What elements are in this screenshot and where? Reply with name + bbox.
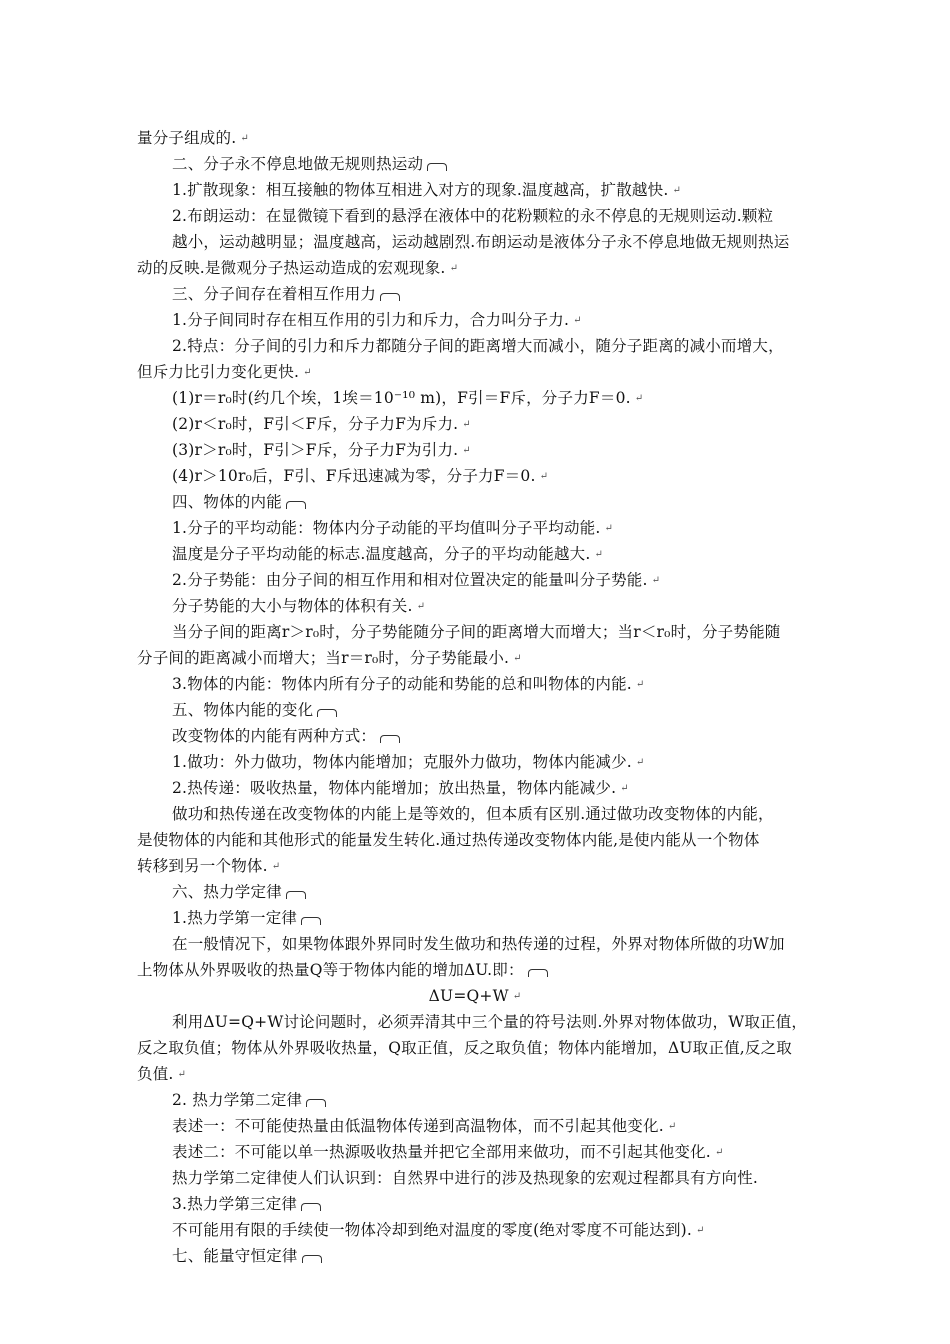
line-break-mark: ↵	[604, 523, 614, 534]
line-break-mark: ↵	[449, 263, 459, 274]
text-line: 做功和热传递在改变物体的内能上是等效的，但本质有区别.通过做功改变物体的内能，	[172, 805, 774, 823]
line-break-mark: ↵	[651, 575, 661, 586]
text-line: 动的反映.是微观分子热运动造成的宏观现象. ↵	[137, 259, 459, 277]
paragraph-mark	[380, 735, 400, 743]
paragraph-mark	[317, 709, 337, 717]
line-break-mark: ↵	[462, 419, 471, 430]
line-break-mark: ↵	[620, 783, 629, 794]
text-line: 2.特点：分子间的引力和斥力都随分子间的距离增大而减小，随分子距离的减小而增大，	[172, 337, 784, 355]
text-line: 温度是分子平均动能的标志.温度越高，分子的平均动能越大. ↵	[172, 545, 604, 563]
text-line: 是使物体的内能和其他形式的能量发生转化.通过热传递改变物体内能,是使内能从一个物体	[137, 831, 760, 849]
text-line: 2.分子势能：由分子间的相互作用和相对位置决定的能量叫分子势能. ↵	[172, 571, 661, 589]
text-line: 表述一：不可能使热量由低温物体传递到高温物体，而不引起其他变化. ↵	[172, 1117, 677, 1135]
formula-line: (1)r＝r₀时(约几个埃，1埃＝10⁻¹⁰ m)，F引＝F斥，分子力F＝0. ↵	[172, 389, 644, 407]
text-line: 表述二：不可能以单一热源吸收热量并把它全部用来做功，而不引起其他变化. ↵	[172, 1143, 724, 1161]
line-break-mark: ↵	[416, 601, 426, 612]
paragraph-mark	[380, 293, 400, 301]
paragraph-mark	[427, 163, 447, 171]
line-break-mark: ↵	[667, 1121, 677, 1132]
formula-line: (4)r＞10r₀后，F引、F斥迅速减为零，分子力F＝0. ↵	[172, 467, 549, 485]
text-line: 改变物体的内能有两种方式：	[172, 726, 400, 746]
text-line: 在一般情况下，如果物体跟外界同时发生做功和热传递的过程，外界对物体所做的功W加	[172, 935, 785, 953]
paragraph-mark	[286, 891, 306, 899]
line-break-mark: ↵	[177, 1069, 187, 1080]
text-line: 上物体从外界吸收的热量Q等于物体内能的增加ΔU.即：	[137, 960, 548, 980]
subsection-heading: 2. 热力学第二定律	[172, 1090, 326, 1110]
paragraph-mark	[528, 969, 548, 977]
paragraph-mark	[301, 917, 321, 925]
text-line: 但斥力比引力变化更快. ↵	[137, 363, 312, 381]
section-heading: 七、能量守恒定律	[172, 1246, 322, 1266]
line-break-mark: ↵	[594, 549, 604, 560]
text-line: 当分子间的距离r＞r₀时，分子势能随分子间的距离增大而增大；当r＜r₀时，分子势能随	[172, 623, 781, 641]
text-line: 热力学第二定律使人们认识到：自然界中进行的涉及热现象的宏观过程都具有方向性.	[172, 1169, 759, 1187]
paragraph-mark	[306, 1099, 326, 1107]
text-line: 负值. ↵	[137, 1065, 187, 1083]
line-break-mark: ↵	[462, 445, 471, 456]
section-heading: 四、物体的内能	[172, 492, 306, 512]
text-line: 转移到另一个物体. ↵	[137, 857, 281, 875]
subsection-heading: 3.热力学第三定律	[172, 1194, 321, 1214]
line-break-mark: ↵	[512, 991, 522, 1002]
equation: ΔU=Q+W ↵	[428, 987, 522, 1005]
line-break-mark: ↵	[714, 1147, 724, 1158]
text-line: 量分子组成的. ↵	[137, 129, 249, 147]
section-heading: 六、热力学定律	[172, 882, 306, 902]
line-break-mark: ↵	[539, 471, 549, 482]
text-line: 1.分子间同时存在相互作用的引力和斥力，合力叫分子力. ↵	[172, 311, 582, 329]
line-break-mark: ↵	[672, 185, 682, 196]
text-line: 2.布朗运动：在显微镜下看到的悬浮在液体中的花粉颗粒的永不停息的无规则运动.颗粒	[172, 207, 774, 225]
formula-line: (3)r＞r₀时，F引＞F斥，分子力F为引力. ↵	[172, 441, 471, 459]
line-break-mark: ↵	[696, 1225, 705, 1236]
line-break-mark: ↵	[303, 367, 312, 378]
line-break-mark: ↵	[513, 653, 522, 664]
text-line: 1.做功：外力做功，物体内能增加；克服外力做功，物体内能减少. ↵	[172, 753, 645, 771]
text-line: 1.分子的平均动能：物体内分子动能的平均值叫分子平均动能. ↵	[172, 519, 614, 537]
text-line: 1.扩散现象：相互接触的物体互相进入对方的现象.温度越高，扩散越快. ↵	[172, 181, 682, 199]
text-line: 越小，运动越明显；温度越高，运动越剧烈.布朗运动是液体分子永不停息地做无规则热运	[172, 233, 790, 251]
paragraph-mark	[301, 1203, 321, 1211]
paragraph-mark	[302, 1255, 322, 1263]
text-line: 利用ΔU=Q+W讨论问题时，必须弄清其中三个量的符号法则.外界对物体做功，W取正值，	[172, 1013, 808, 1031]
paragraph-mark	[286, 501, 306, 509]
text-line: 不可能用有限的手续使一物体冷却到绝对温度的零度(绝对零度不可能达到). ↵	[172, 1221, 705, 1239]
line-break-mark: ↵	[271, 861, 281, 872]
text-line: 3.物体的内能：物体内所有分子的动能和势能的总和叫物体的内能. ↵	[172, 675, 645, 693]
subsection-heading: 1.热力学第一定律	[172, 908, 321, 928]
line-break-mark: ↵	[635, 757, 645, 768]
formula-line: (2)r＜r₀时，F引＜F斥，分子力F为斥力. ↵	[172, 415, 471, 433]
section-heading: 三、分子间存在着相互作用力	[172, 284, 400, 304]
text-line: 分子间的距离减小而增大；当r＝r₀时，分子势能最小. ↵	[137, 649, 522, 667]
section-heading: 二、分子永不停息地做无规则热运动	[172, 154, 447, 174]
line-break-mark: ↵	[240, 133, 249, 144]
line-break-mark: ↵	[634, 393, 644, 404]
text-line: 反之取负值；物体从外界吸收热量，Q取正值，反之取负值；物体内能增加，ΔU取正值,反之取	[137, 1039, 792, 1057]
section-heading: 五、物体内能的变化	[172, 700, 337, 720]
text-line: 分子势能的大小与物体的体积有关. ↵	[172, 597, 426, 615]
text-line: 2.热传递：吸收热量，物体内能增加；放出热量，物体内能减少. ↵	[172, 779, 629, 797]
line-break-mark: ↵	[573, 315, 582, 326]
line-break-mark: ↵	[635, 679, 645, 690]
